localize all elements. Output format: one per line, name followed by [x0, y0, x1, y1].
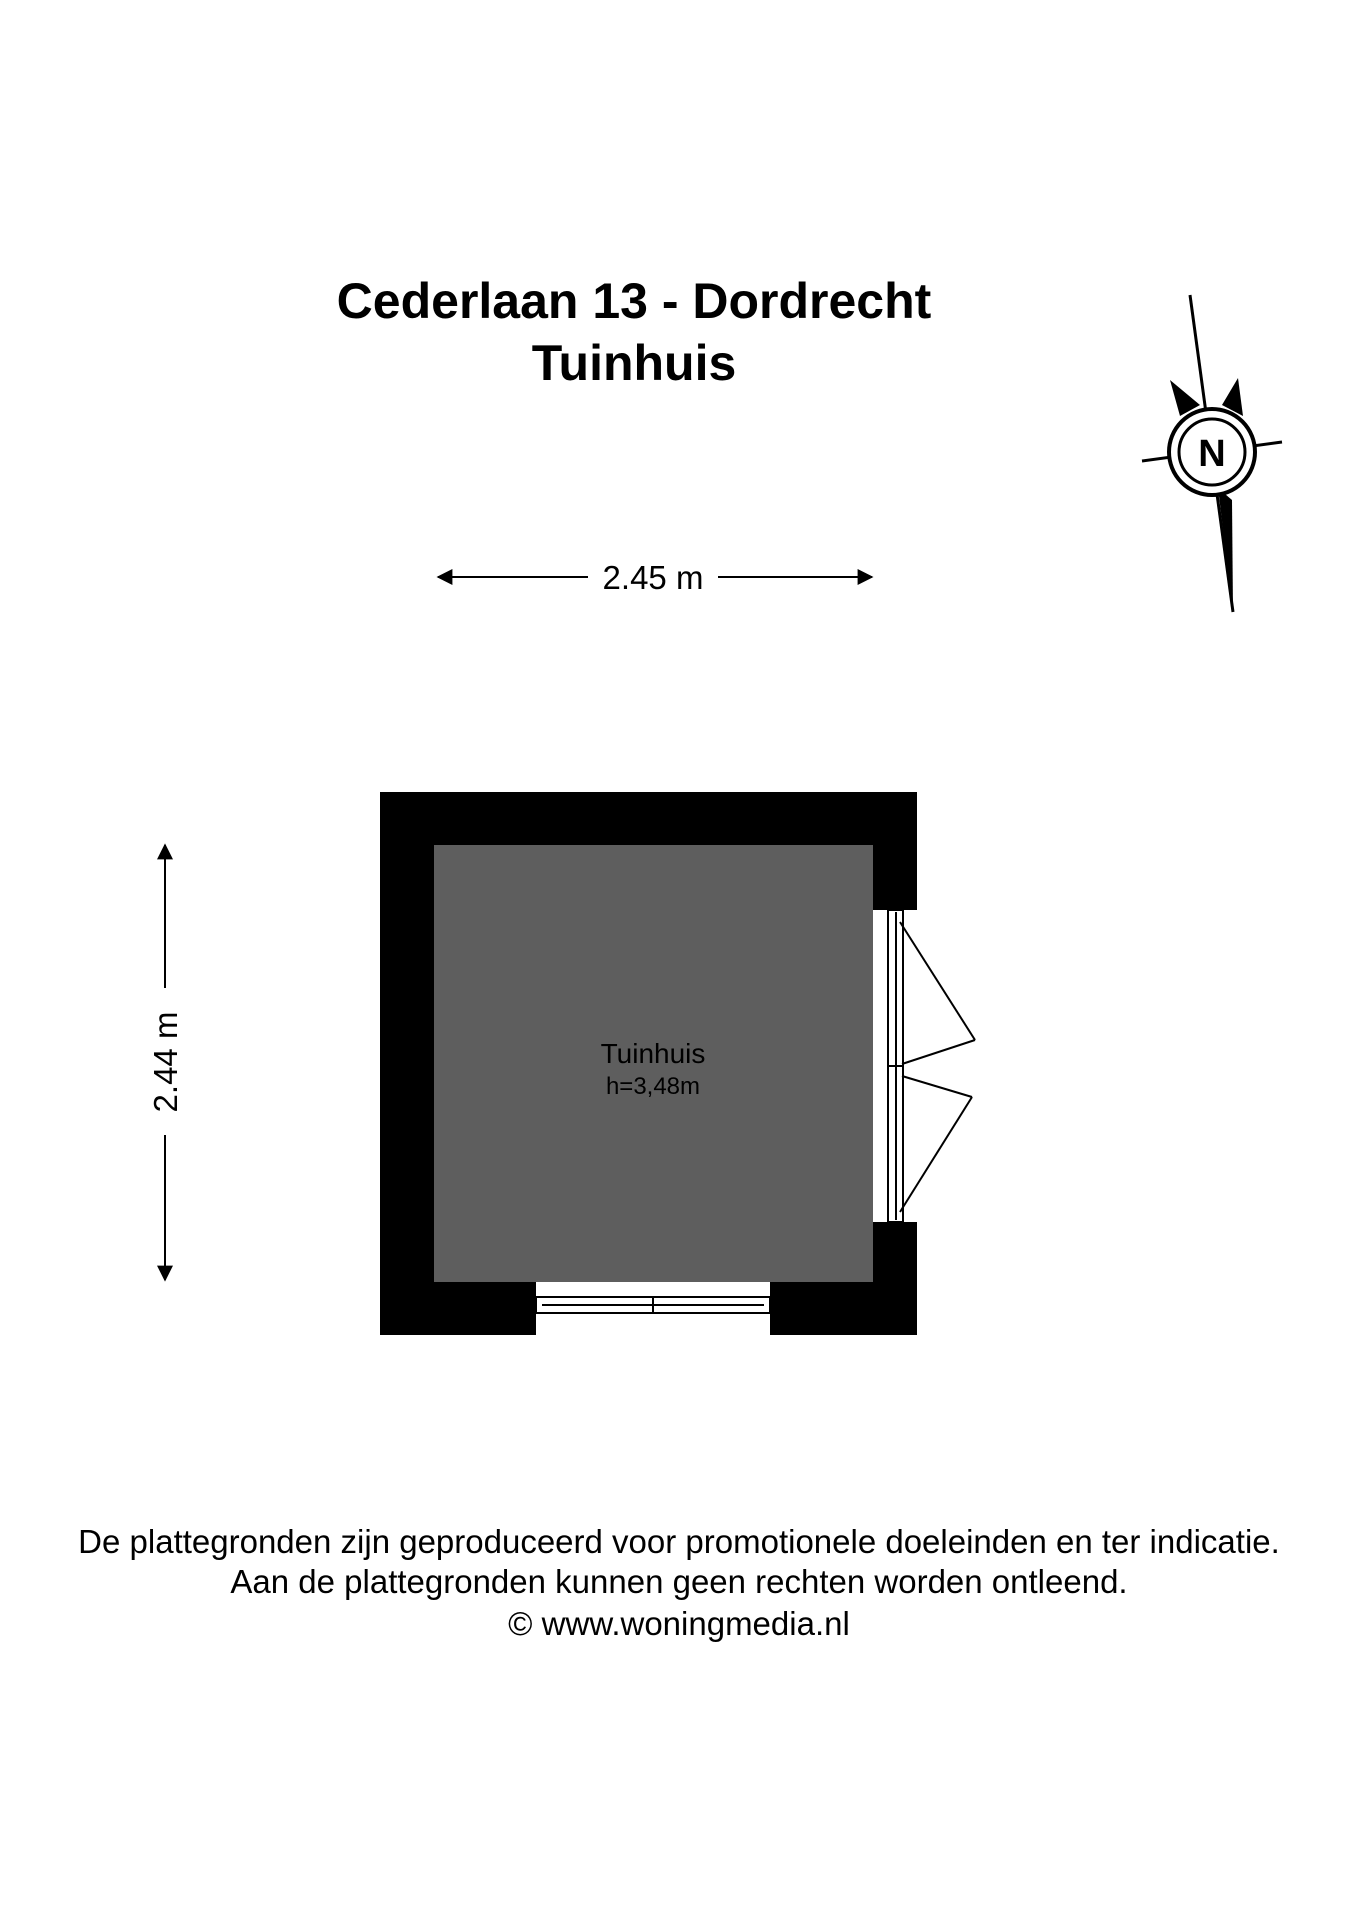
- plan-subtitle: Tuinhuis: [531, 335, 737, 391]
- compass-label: N: [1198, 433, 1226, 475]
- disclaimer-line-1: De plattegronden zijn geproduceerd voor promotionele doeleinden en ter indicatie.: [78, 1523, 1280, 1560]
- height-dimension: [147, 845, 184, 1280]
- window: [536, 1297, 770, 1313]
- room-name-label: Tuinhuis: [600, 1038, 706, 1069]
- width-label: 2.45 m: [602, 559, 704, 596]
- width-dimension: [438, 559, 872, 596]
- north-arrow-icon: [1142, 295, 1282, 612]
- double-door: [888, 910, 975, 1222]
- height-label: 2.44 m: [147, 1011, 184, 1113]
- room-height-label: h=3,48m: [605, 1073, 701, 1100]
- plan-title: Cederlaan 13 - Dordrecht: [336, 273, 932, 329]
- copyright-line: © www.woningmedia.nl: [508, 1605, 850, 1642]
- disclaimer-line-2: Aan de plattegronden kunnen geen rechten worden ontleend.: [230, 1563, 1128, 1600]
